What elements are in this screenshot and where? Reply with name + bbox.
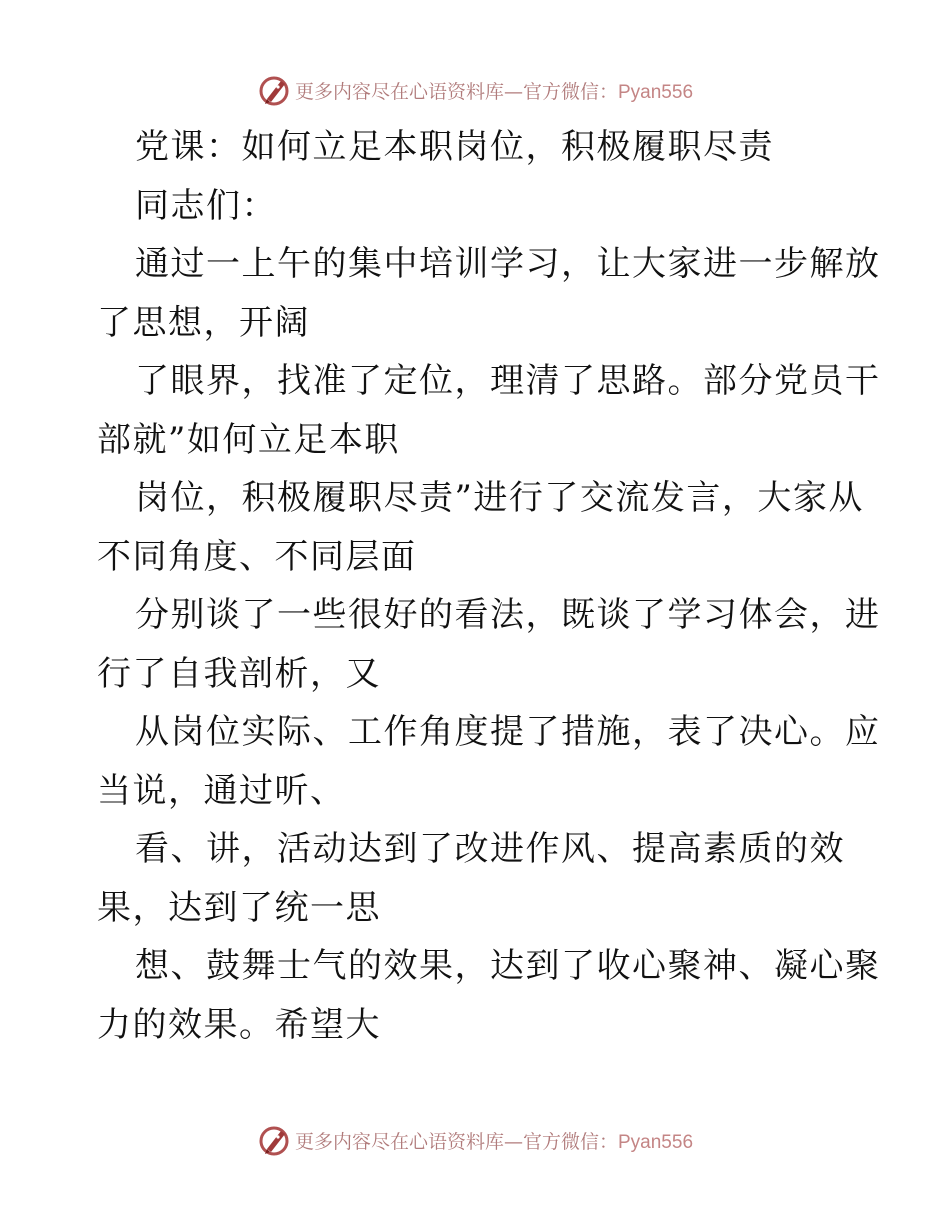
paragraph-line: 岗位，积极履职尽责”进行了交流发言，大家从 <box>135 478 864 518</box>
footer-banner <box>0 1120 950 1160</box>
paragraph-line: 力的效果。希望大 <box>97 1004 381 1045</box>
header-banner <box>0 70 950 110</box>
paragraph-line: 看、讲，活动达到了改进作风、提高素质的效 <box>135 829 845 869</box>
banner-account: Pyan556 <box>618 81 694 103</box>
paragraph-line: 想、鼓舞士气的效果，达到了收心聚神、凝心聚 <box>135 946 881 986</box>
paragraph-line: 了思想，开阔 <box>97 302 310 343</box>
salutation: 同志们： <box>135 185 277 226</box>
pen-nib-circle-icon <box>257 1123 291 1157</box>
paragraph-line: 分别谈了一些很好的看法，既谈了学习体会，进 <box>135 595 881 635</box>
paragraph-line: 了眼界，找准了定位，理清了思路。部分党员干 <box>135 361 881 401</box>
paragraph-line: 通过一上午的集中培训学习，让大家进一步解放 <box>135 244 881 284</box>
paragraph-line: 果，达到了统一思 <box>97 887 381 928</box>
paragraph-line: 行了自我剖析，又 <box>97 653 381 694</box>
banner-text: 更多内容尽在心语资料库—官方微信：Pyan556 <box>294 80 694 103</box>
paragraph-line: 部就”如何立足本职 <box>97 419 400 460</box>
paragraph-line: 不同角度、不同层面 <box>97 536 417 577</box>
document-body <box>97 118 881 1054</box>
pen-nib-circle-icon <box>257 73 291 107</box>
document-title: 党课：如何立足本职岗位，积极履职尽责 <box>135 127 774 167</box>
paragraph-line: 从岗位实际、工作角度提了措施，表了决心。应 <box>135 712 881 752</box>
banner-account: Pyan556 <box>618 1131 694 1153</box>
banner-text: 更多内容尽在心语资料库—官方微信：Pyan556 <box>294 1130 694 1153</box>
paragraph-line: 当说，通过听、 <box>97 770 346 811</box>
